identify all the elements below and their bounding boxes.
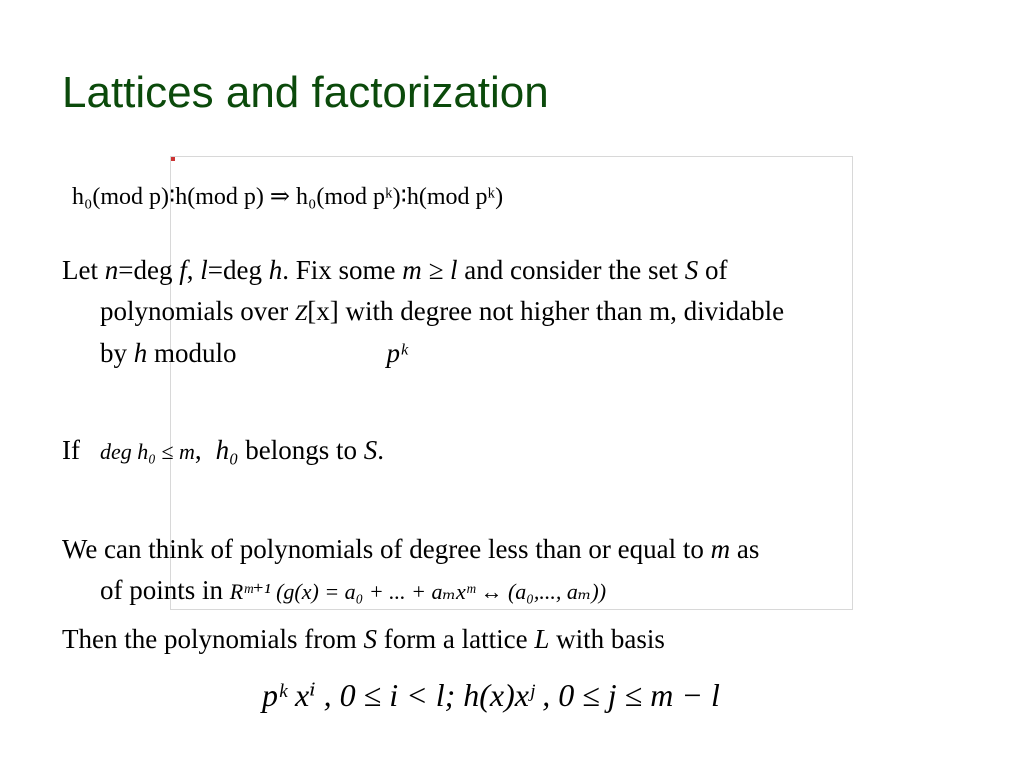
paragraph-setup-line1: Let n=deg f, l=deg h. Fix some m ≥ l and consider the set S of [62, 255, 728, 285]
paragraph-condition: If deg h₀ ≤ m, h₀ belongs to S. [62, 435, 384, 465]
coefficient-mapping: Rᵐ⁺¹ (g(x) = a₀ + ... + aₘxᵐ ↔ (a₀,..., aₘ)) [229, 579, 607, 604]
lattice-basis-formula: pᵏ xⁱ , 0 ≤ i < l; h(x)xʲ , 0 ≤ j ≤ m − l [262, 677, 720, 713]
modulus-pk: pᵏ [386, 338, 408, 368]
paragraph-lattice: Then the polynomials from S form a lattice L with basis [62, 624, 665, 654]
paragraph-setup [62, 250, 784, 374]
degree-condition: deg h₀ ≤ m [99, 439, 195, 464]
slide-title: Lattices and factorization [62, 68, 549, 117]
embedded-object-marker [171, 157, 175, 161]
condition-m-geq-l: m ≥ l [402, 255, 458, 285]
paragraph-points-line1: We can think of polynomials of degree less than or equal to m as [62, 534, 760, 564]
congruence-equation: h₀(mod p)∶h(mod p) ⇒ h₀(mod pᵏ)∶h(mod pᵏ) [72, 184, 504, 210]
paragraph-setup-line2: polynomials over Z[x] with degree not higher than m, dividable [100, 296, 785, 326]
paragraph-setup-line3: by h modulo pᵏ [100, 338, 408, 368]
paragraph-points [62, 529, 759, 612]
paragraph-points-line2: of points in Rᵐ⁺¹ (g(x) = a₀ + ... + aₘxᵐ ↔ (a₀,..., aₘ)) [100, 575, 607, 605]
